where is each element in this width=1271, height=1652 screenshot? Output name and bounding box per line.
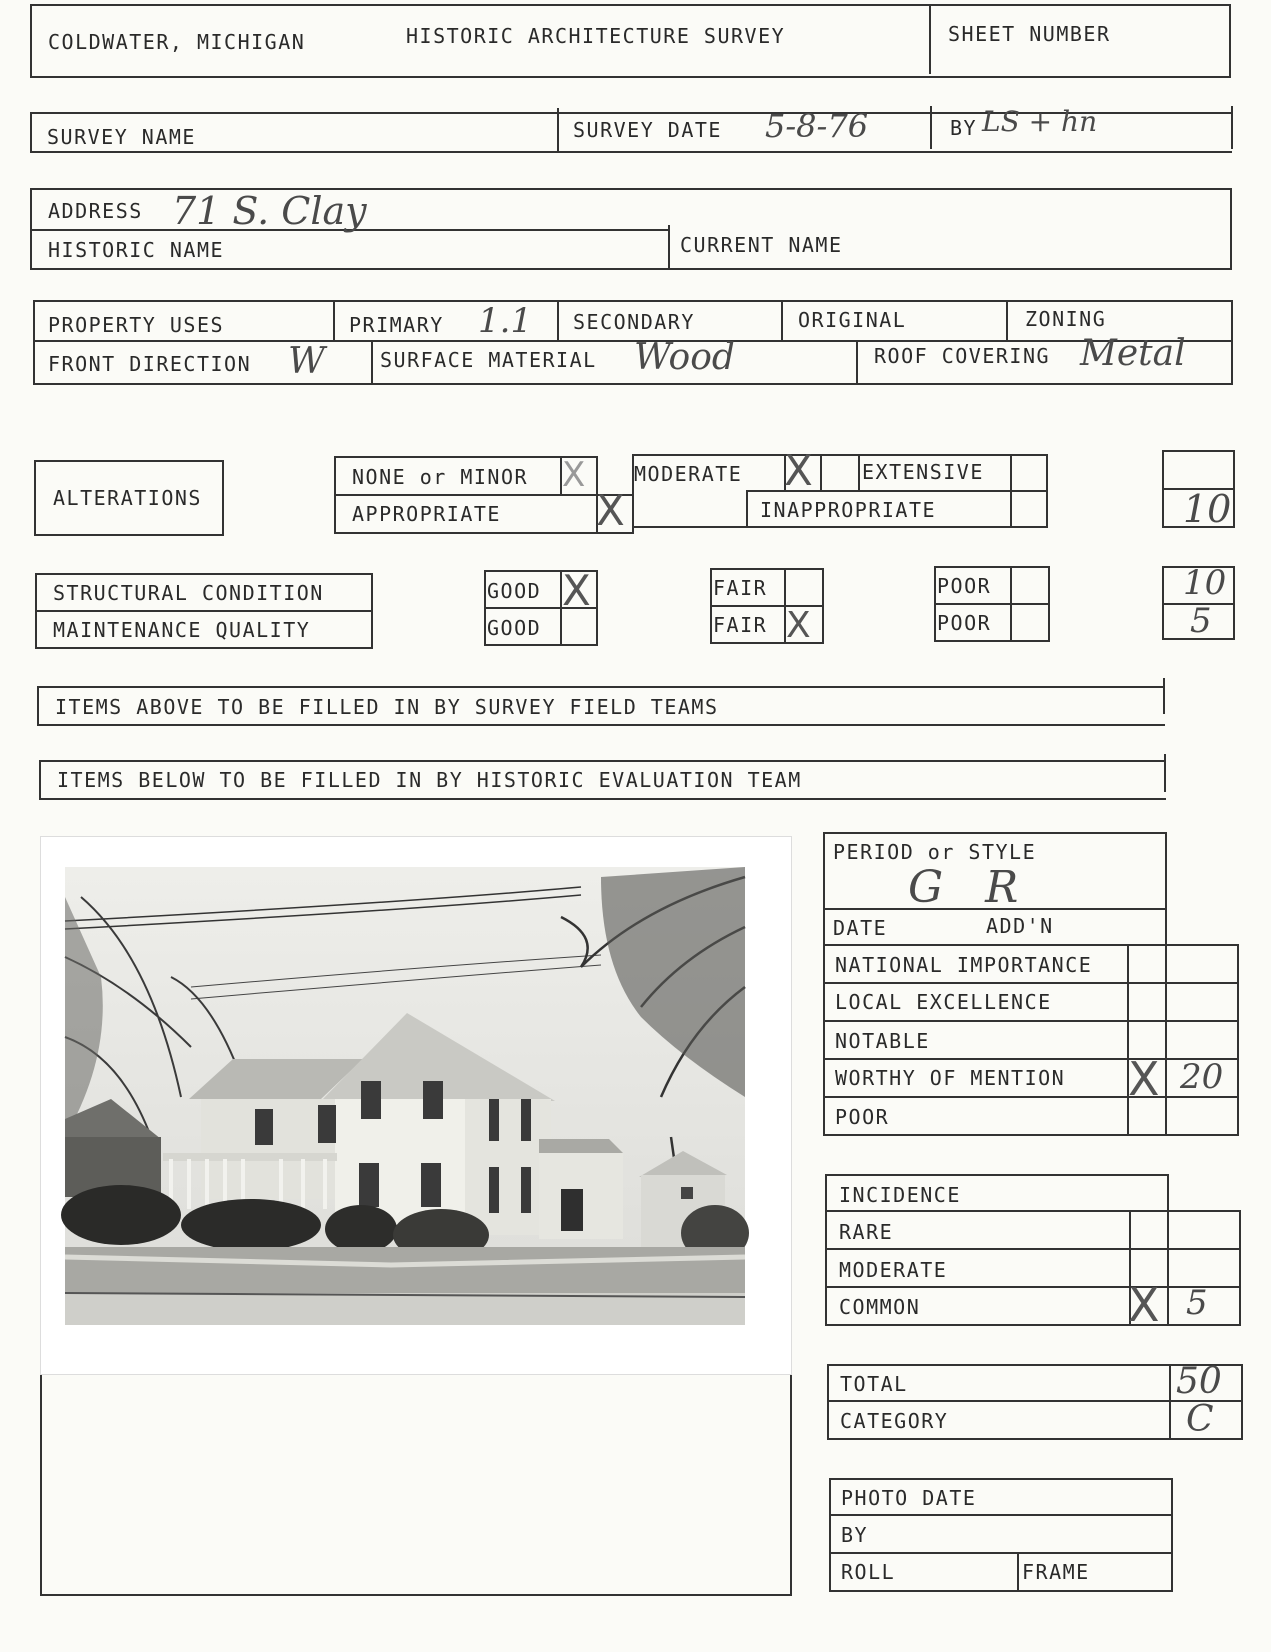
surface-material-label: SURFACE MATERIAL [380, 348, 597, 372]
addn-label: ADD'N [986, 914, 1054, 938]
alterations-score: 10 [1183, 487, 1232, 531]
worthy-of-mention-label: WORTHY OF MENTION [835, 1066, 1066, 1090]
worthy-check: X [1128, 1052, 1160, 1106]
structural-condition-label: STRUCTURAL CONDITION [53, 581, 324, 605]
address-value: 71 S. Clay [172, 189, 367, 233]
header-title: HISTORIC ARCHITECTURE SURVEY [406, 24, 786, 48]
survey-date-value: 5-8-76 [765, 107, 869, 145]
note-above: ITEMS ABOVE TO BE FILLED IN BY SURVEY FIELD TEAMS [55, 695, 719, 719]
common-label: COMMON [839, 1295, 921, 1319]
historic-name-label: HISTORIC NAME [48, 238, 225, 262]
alterations-label: ALTERATIONS [53, 486, 202, 510]
structural-good-label: GOOD [487, 579, 542, 603]
frame-label: FRAME [1022, 1560, 1090, 1584]
primary-label: PRIMARY [349, 313, 444, 337]
property-uses-label: PROPERTY USES [48, 313, 225, 337]
survey-by-label: BY [950, 116, 978, 140]
common-score: 5 [1186, 1283, 1208, 1323]
note-below: ITEMS BELOW TO BE FILLED IN BY HISTORIC EVALUATION TEAM [57, 768, 802, 792]
current-name-label: CURRENT NAME [680, 233, 843, 257]
survey-by-value: LS + hn [982, 105, 1098, 138]
roof-covering-value: Metal [1080, 333, 1186, 374]
building-photo [40, 836, 792, 1375]
period-label: PERIOD or STYLE [833, 840, 1037, 864]
none-minor-label: NONE or MINOR [352, 465, 529, 489]
surface-material-value: Wood [634, 337, 735, 378]
appropriate-check: X [596, 486, 625, 535]
date-label: DATE [833, 916, 888, 940]
category-value: C [1186, 1399, 1214, 1440]
front-direction-label: FRONT DIRECTION [48, 352, 252, 376]
total-value: 50 [1176, 1361, 1222, 1402]
maintenance-good-label: GOOD [487, 616, 542, 640]
inappropriate-label: INAPPROPRIATE [760, 498, 937, 522]
appropriate-label: APPROPRIATE [352, 502, 501, 526]
maintenance-poor-label: POOR [937, 611, 992, 635]
moderate-label: MODERATE [634, 462, 743, 486]
maintenance-quality-label: MAINTENANCE QUALITY [53, 618, 311, 642]
national-importance-label: NATIONAL IMPORTANCE [835, 953, 1093, 977]
maintenance-fair-check: X [786, 605, 811, 646]
survey-name-label: SURVEY NAME [47, 125, 196, 149]
evaluation-poor-label: POOR [835, 1105, 890, 1129]
structural-fair-label: FAIR [713, 576, 768, 600]
address-label: ADDRESS [48, 199, 143, 223]
structural-good-check: X [562, 566, 591, 615]
common-check: X [1128, 1278, 1160, 1332]
survey-date-label: SURVEY DATE [573, 118, 722, 142]
period-value: G R [908, 862, 1019, 913]
roll-label: ROLL [841, 1560, 896, 1584]
structural-poor-label: POOR [937, 574, 992, 598]
notable-label: NOTABLE [835, 1029, 930, 1053]
sheet-number-label: SHEET NUMBER [948, 22, 1111, 46]
original-label: ORIGINAL [798, 308, 907, 332]
primary-value: 1.1 [478, 301, 533, 341]
zoning-label: ZONING [1025, 307, 1107, 331]
incidence-label: INCIDENCE [839, 1183, 961, 1207]
worthy-score: 20 [1180, 1057, 1224, 1097]
total-label: TOTAL [840, 1372, 908, 1396]
rare-label: RARE [839, 1220, 894, 1244]
category-label: CATEGORY [840, 1409, 949, 1433]
local-excellence-label: LOCAL EXCELLENCE [835, 990, 1052, 1014]
incidence-moderate-label: MODERATE [839, 1258, 948, 1282]
roof-covering-label: ROOF COVERING [874, 344, 1051, 368]
extensive-label: EXTENSIVE [862, 460, 984, 484]
photo-by-label: BY [841, 1523, 869, 1547]
photo-date-label: PHOTO DATE [841, 1486, 977, 1510]
evaluation-score-box [1127, 944, 1239, 1136]
secondary-label: SECONDARY [573, 310, 695, 334]
maintenance-fair-label: FAIR [713, 613, 768, 637]
maintenance-score: 5 [1190, 601, 1212, 641]
header-location: COLDWATER, MICHIGAN [48, 30, 306, 54]
none-minor-check: X [562, 455, 586, 495]
front-direction-value: W [288, 341, 326, 382]
moderate-check: X [784, 446, 813, 495]
structural-score: 10 [1183, 563, 1227, 603]
